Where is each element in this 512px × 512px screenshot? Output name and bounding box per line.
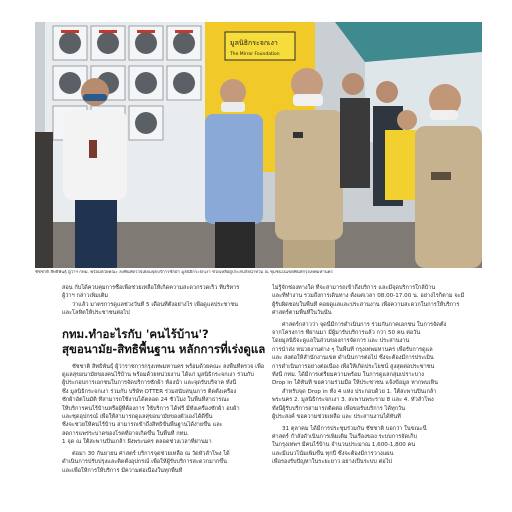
body-line: และมีแนวโน้มเพิ่มขึ้น ทุกปี ซึ่งจะต้องมีการวางแผน [272,450,394,457]
article-headline [62,327,274,357]
body-line: สำหรับจุด Drop in ทั้ง 4 แห่ง ประกอบด้วย 1. ใต้สะพานปิ่นเกล้า [282,388,437,395]
body-line: ให้บริการคนไร้บ้านหรือผู้ที่ต้องการ ใช้บริการ ได้ฟรี มีทั้งเครื่องซักผ้า อบผ้า [62,405,240,412]
body-line: ในกรุงเทพฯ มีคนไร้บ้าน จำนวนประมาณ 1,600-1,800 คน [272,442,416,449]
body-line: การนำส่ง หน่วยงานต่าง ๆ ในพื้นที่ กรุงเทพมหานคร เพื่อรับการดูแล [272,346,433,353]
photo-caption: ชัชชาติ สิทธิพันธุ์ ผู้ว่าฯ กทม. พร้อมด้วยคณะ ลงพื้นที่ตรวจเยี่ยมจุดบริการซักผ้า มูลนิธิกระจกเงา ช่วยเหลือผู้ประสบภัยน้ำท่วม ณ ชุมชนในเขตพื้นที่กรุงเทพมหานคร [35,270,333,275]
body-line: 1 จุด ณ ใต้สะพานปิ่นเกล้า ฝั่งพระนคร ตลอดช่วงเวลาที่ผ่านมา [62,439,212,446]
body-line: การดำเนินการอย่างต่อเนื่อง เพื่อให้เกิดประโยชน์ สูงสุดต่อประชาชน [272,363,435,370]
body-line: ผู้รับผิดชอบในพื้นที่ คอยดูแลและประสานงาน เพื่อความสะดวกในการให้บริการ [272,301,460,308]
body-line: ซักผ้าอัตโนมัติ ที่สามารถใช้งานได้ตลอด 24 ชั่วโมง ในพื้นที่สาธารณะ [62,397,230,404]
sign-text: มูลนิธิกระจกเงา [230,39,278,47]
body-line: ซึ่ง มูลนิธิกระจกเงา ร่วมกับ บริษัท OTTER ร่วมสนับสนุนการ ติดตั้งเครื่อง [62,388,237,395]
intro-line: ผู้ว่าฯ กล่าวเพิ่มเติม [62,293,109,300]
body-line: ศาสตร์ กำลังดำเนินการเพิ่มเติม ในเรื่องของ ระบบการจัดเก็บ [272,433,418,440]
person-far-left-edge [35,132,53,268]
body-line: 31 ตุลาคม ได้มีการประชุมร่วมกัน ชัชชาติ บอกว่า ในขณะนี้ [282,425,427,432]
right-column [272,284,484,467]
body-line: ชัชชาติ สิทธิพันธุ์ ผู้ว่าราชการกรุงเทพมหานคร พร้อมด้วยคณะ ลงพื้นที่ตรวจ เพื่อ [72,363,265,370]
body-line: ดูแลสุขอนามัยของคนไร้บ้าน พร้อมด้วยหน่วยงาน ได้แก่ มูลนิธิกระจกเงา ร่วมกับ [62,372,254,379]
body-line: ทั้งนี้ กทม. ได้มีการเตรียมความพร้อม ในการดูแลกลุ่มเปราะบาง [272,372,425,379]
body-line: และที่ทำงาน รวมถึงการเดินทาง ตั้งแต่เวลา 08.00-17.00 น. อย่างไรก็ตาม จะมี [272,293,465,300]
body-line: จากโครงการ ที่ผ่านมา มีผู้มารับบริการแล้ว กว่า 50 คน ต่อวัน [272,330,421,337]
body-line: และเพื่อให้การให้บริการ มีความต่อเนื่องในทุกพื้นที่ [62,467,183,474]
body-line: และชุดอุปกรณ์ เพื่อให้สามารถดูแลสุขอนามัยของตัวเองได้ดีขึ้น [62,414,213,421]
body-line: ต่อมา 30 กันยายน ศาสตร์ บริการจุดช่วยเหลือ ณ วัดหัวลำโพง ได้ [72,450,230,457]
headline-line-2: สุขอนามัย-สิทธิพื้นฐาน หลักการที่เร่งดูแล [62,341,266,356]
intro-line: ว่าแล้ว มาตรการดูแลช่วงวันที่ 5 เดือนที่ตั้งอย่างไร เพื่อดูแลประชาชน [72,301,238,308]
intro-line: และโลหิตให้ประชาชนต่อไป [62,310,130,317]
body-line: ศาสตร์ตามพื้นที่ในวันนั้น [272,310,332,317]
headline-line-1: กทม.ทำอะไรกับ 'คนไร้บ้าน'? [62,326,209,341]
sign-subtext: The Mirror Foundation [230,52,280,57]
body-line: ซึ่งจะช่วยให้คนไร้บ้าน สามารถเข้าถึงสิทธิขั้นพื้นฐานได้ง่ายขึ้น และ [62,422,223,429]
body-line: ผู้ประกอบการเอกชนในการจัดบริการซักผ้า ห้องน้ำ และจุดรับบริจาค ทั้งนี้ [62,380,237,387]
body-line: ลดการแพร่ระบาดของโรคที่อาจเกิดขึ้น ในพื้นที่ กทม. [62,430,189,437]
body-line: เพื่อรองรับปัญหาในระยะยาว อย่างเป็นระบบ ต่อไป [272,459,392,466]
body-line: พระนคร 2. มูลนิธิกระจกเงา 3. สะพานพระราม 8 และ 4. หัวลำโพง [272,397,434,404]
body-line: ศาสตร์กล่าวว่า จุดนี้มีการดำเนินการ ร่วมกับภาคเอกชน ในการจัดตั้ง [282,321,447,328]
body-line: Drop in ได้ทันที ขอความร่วมมือ ให้ประชาชน แจ้งข้อมูล หากพบเห็น [272,380,438,387]
photo-illustration [35,22,482,268]
news-photo [35,22,482,268]
body-line: ทั้งนี้ผู้รับบริการสามารถติดต่อ เพื่อขอรับบริการ ได้ทุกวัน [272,405,406,412]
body-line: ผู้ประสงค์ ขอความช่วยเหลือ และ ประสานงานได้ทันที [272,414,401,421]
body-line: ดำเนินการปรับปรุงและติดตั้งอุปกรณ์ เพื่อให้ผู้รับบริการสะดวกมากขึ้น [62,459,227,466]
intro-line: สอน กับได้ควบคุมการซื้อเพื่อช่วยเหลือให้เกิดความสะดวกรวดเร็ว ที่บริหาร [62,285,240,291]
left-column [62,284,274,475]
body-line: โดยมูลนิธิจะดูแลในส่วนของการจัดการ และ ประสานงาน [272,338,410,345]
body-line: ไม่รู้จักช่องทางใด ที่จะสามารถเข้าถึงบริการ และมีจุดบริการใกล้บ้าน [272,285,436,291]
body-line: และ ส่งต่อให้สำนักงานเขต ดำเนินการต่อไป ซึ่งจะต้องมีการประเมิน [272,355,434,362]
